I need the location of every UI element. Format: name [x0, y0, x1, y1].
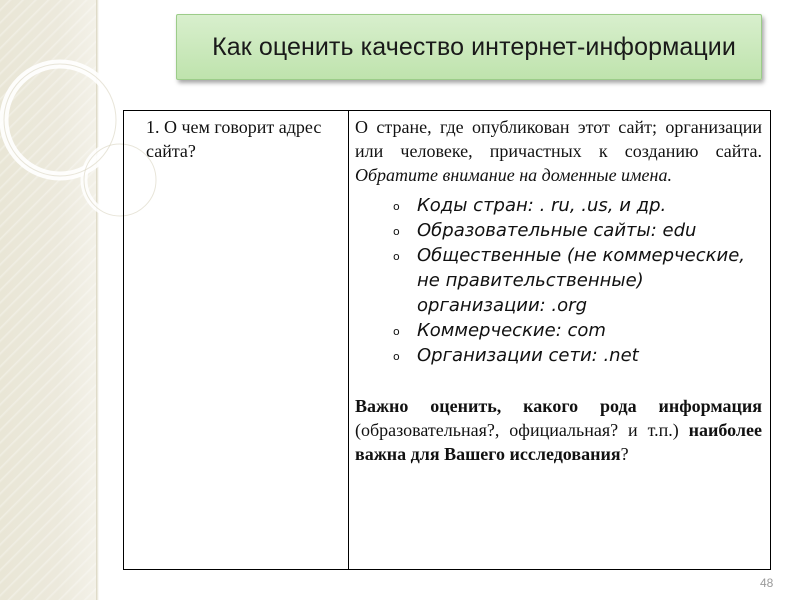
- conclusion-bold-1: Важно оценить, какого рода информация: [355, 396, 762, 416]
- conclusion-end: ?: [620, 444, 629, 464]
- bullet-icon: o: [393, 250, 400, 263]
- conclusion-bold-2: наиболее важна для Вашего исследования: [355, 420, 762, 464]
- question-cell: [124, 111, 349, 569]
- question-text: 1. О чем говорит адрес сайта?: [146, 117, 322, 161]
- list-item: o Образовательные сайты: edu: [393, 218, 762, 243]
- list-item: o Коды стран: . ru, .us, и др.: [393, 193, 762, 218]
- list-item: o Организации сети: .net: [393, 343, 762, 368]
- answer-cell: [349, 111, 770, 569]
- domain-list: [355, 193, 762, 368]
- bullet-icon: o: [393, 325, 400, 338]
- slide-title: Как оценить качество интернет-информации: [212, 32, 736, 61]
- title-banner: [176, 14, 762, 80]
- answer-intro-text: О стране, где опубликован этот сайт; организации или человеке, причастных к созданию сайта.: [355, 117, 762, 161]
- list-item: o Коммерческие: com: [393, 318, 762, 343]
- list-item: o Общественные (не коммерческие, не правительственные) организации: .org: [393, 245, 746, 316]
- conclusion-plain: (образовательная?, официальная? и т.п.): [355, 420, 689, 440]
- bullet-icon: o: [393, 225, 400, 238]
- conclusion: [355, 394, 762, 466]
- page-number: 48: [760, 576, 774, 590]
- answer-intro: [355, 115, 762, 187]
- bullet-icon: o: [393, 350, 400, 363]
- bullet-icon: o: [393, 200, 400, 213]
- info-table: [123, 110, 771, 570]
- answer-intro-italic: Обратите внимание на доменные имена.: [355, 165, 672, 185]
